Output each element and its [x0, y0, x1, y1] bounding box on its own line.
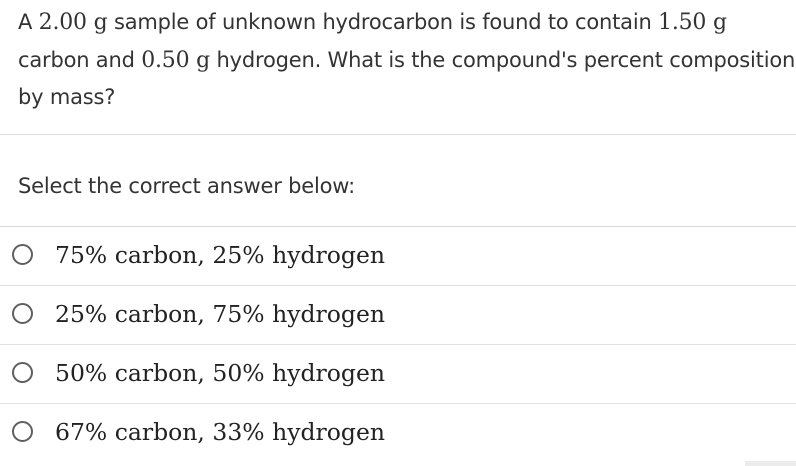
question-text [18, 4, 796, 116]
answer-options [0, 226, 796, 462]
total-mass: 2.00 g [38, 10, 108, 35]
answer-prompt: Select the correct answer below: [18, 174, 355, 198]
question-part-3: carbon and [18, 47, 142, 72]
hydrogen-mass: 0.50 g [141, 47, 211, 73]
answer-option-4[interactable] [0, 404, 796, 462]
answer-option-label: 67% carbon, 33% hydrogen [55, 418, 385, 446]
answer-option-2[interactable] [0, 286, 796, 345]
answer-option-1[interactable] [0, 227, 796, 286]
answer-option-label: 25% carbon, 75% hydrogen [55, 300, 385, 328]
question-part-2: sample of unknown hydrocarbon is found to contain [107, 10, 659, 34]
answer-option-3[interactable] [0, 345, 796, 404]
radio-button[interactable] [12, 362, 33, 383]
answer-option-label: 50% carbon, 50% hydrogen [55, 359, 385, 387]
radio-button[interactable] [12, 421, 33, 442]
question-part-1: A [18, 10, 39, 34]
scroll-indicator [745, 461, 796, 466]
answer-option-label: 75% carbon, 25% hydrogen [55, 241, 385, 269]
carbon-mass: 1.50 g [658, 10, 727, 35]
radio-button[interactable] [12, 244, 33, 265]
question-divider [0, 134, 796, 135]
radio-button[interactable] [12, 303, 33, 324]
question-part-4: hydrogen. What is the compound's percent composition by mass? [18, 47, 796, 109]
